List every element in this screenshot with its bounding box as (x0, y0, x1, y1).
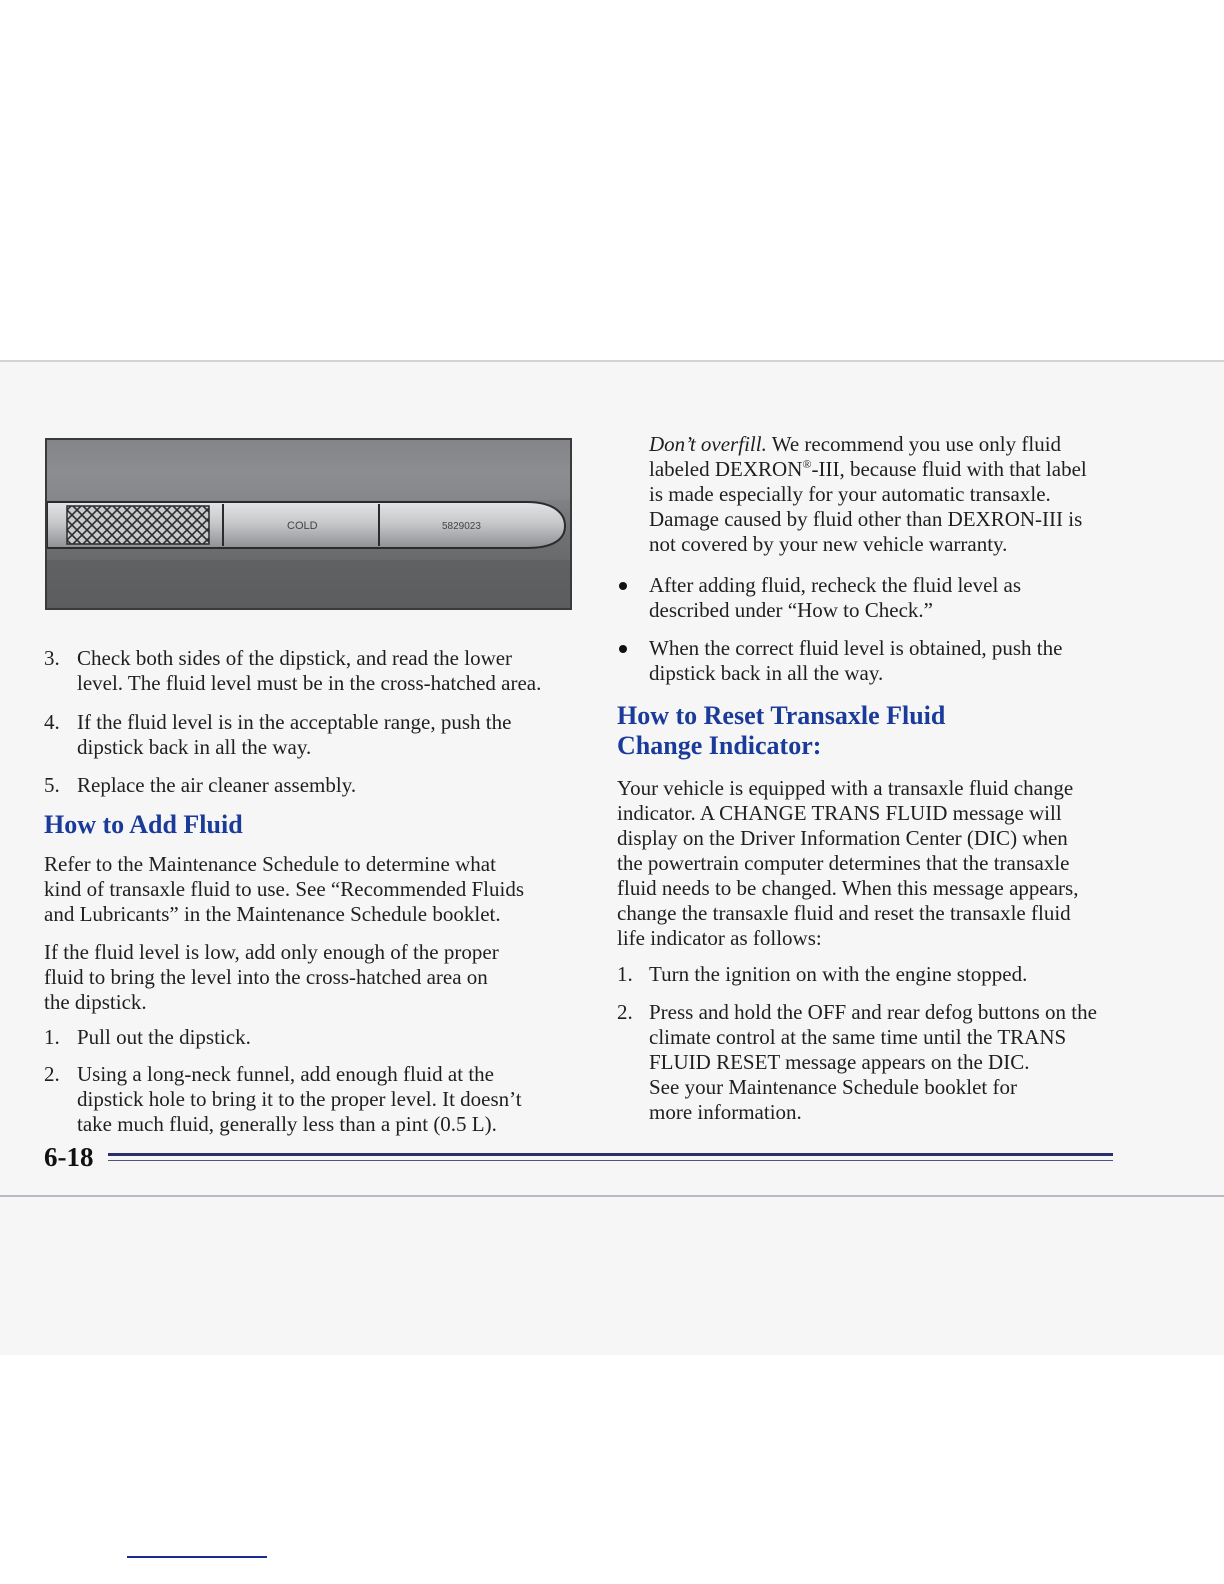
paragraph-dont-overfill (649, 432, 1159, 557)
paragraph-line: fluid needs to be changed. When this message appears, (617, 876, 1079, 900)
bullet-text-line: After adding fluid, recheck the fluid level as (649, 573, 1022, 597)
part-number: 5829023 (442, 521, 481, 532)
heading-reset-indicator (617, 701, 945, 761)
paragraph-line: If the fluid level is low, add only enough of the proper (44, 940, 499, 964)
paragraph-line (649, 457, 1159, 482)
step-text-line: Press and hold the OFF and rear defog buttons on the (649, 1000, 1097, 1024)
paragraph-line: not covered by your new vehicle warranty. (649, 532, 1008, 556)
paragraph-line: and Lubricants” in the Maintenance Schedule booklet. (44, 902, 501, 926)
bullet-icon (619, 582, 627, 590)
step-text-line: more information. (649, 1100, 802, 1124)
bullet-text-line: described under “How to Check.” (649, 598, 933, 622)
step-text-line: dipstick hole to bring it to the proper level. It doesn’t (77, 1087, 522, 1111)
paragraph-line: change the transaxle fluid and reset the transaxle fluid (617, 901, 1071, 925)
bottom-mark (127, 1556, 267, 1558)
paragraph-line: the dipstick. (44, 990, 147, 1014)
page-top-edge (0, 360, 1224, 362)
step-text-line: take much fluid, generally less than a pint (0.5 L). (77, 1112, 497, 1136)
paragraph-line: Refer to the Maintenance Schedule to determine what (44, 852, 496, 876)
paragraph-reset-intro (617, 776, 1157, 951)
step-text-line: Pull out the dipstick. (77, 1025, 251, 1049)
paragraph-text: We recommend you use only fluid (766, 432, 1062, 456)
step-text-line: Check both sides of the dipstick, and read the lower (77, 646, 513, 670)
paragraph-line: fluid to bring the level into the cross-hatched area on (44, 965, 488, 989)
step-text-line: Turn the ignition on with the engine stopped. (649, 962, 1028, 986)
paragraph-text: labeled DEXRON (649, 457, 803, 481)
heading-line: How to Reset Transaxle Fluid (617, 701, 946, 730)
paragraph-line (649, 432, 1159, 457)
step-number: 5. (44, 773, 60, 797)
dipstick-illustration (45, 438, 572, 610)
paragraph-line: is made especially for your automatic transaxle. (649, 482, 1051, 506)
step-number: 3. (44, 646, 60, 670)
step-number: 4. (44, 710, 60, 734)
step-text-line: climate control at the same time until the TRANS (649, 1025, 1067, 1049)
background-shade (47, 440, 570, 500)
step-text-line: level. The fluid level must be in the cross-hatched area. (77, 671, 542, 695)
page-number: 6-18 (44, 1142, 94, 1172)
paragraph-fluid-low (44, 940, 584, 1015)
lower-shade (47, 560, 570, 608)
step-text-line: Replace the air cleaner assembly. (77, 773, 357, 797)
step-text-line: FLUID RESET message appears on the DIC. (649, 1050, 1030, 1074)
footer-rule-thin (108, 1160, 1113, 1161)
step-number: 1. (44, 1025, 60, 1049)
dipstick-drawing (47, 440, 570, 608)
heading-line: Change Indicator: (617, 731, 822, 760)
paragraph-text: -III, because fluid with that label (811, 457, 1087, 481)
paragraph-line: the powertrain computer determines that the transaxle (617, 851, 1070, 875)
paragraph-add-fluid-intro (44, 852, 584, 927)
footer-rule (108, 1153, 1113, 1156)
paragraph-line: Damage caused by fluid other than DEXRON-III is (649, 507, 1083, 531)
step-number: 2. (44, 1062, 60, 1086)
step-number: 1. (617, 962, 633, 986)
step-text-line: See your Maintenance Schedule booklet for (649, 1075, 1017, 1099)
paragraph-line: indicator. A CHANGE TRANS FLUID message will (617, 801, 1062, 825)
paragraph-line: kind of transaxle fluid to use. See “Recommended Fluids (44, 877, 524, 901)
bullet-icon (619, 645, 627, 653)
cold-label: COLD (287, 520, 318, 532)
cross-hatched-area (67, 506, 209, 544)
manual-page (0, 360, 1224, 1355)
heading-how-to-add-fluid: How to Add Fluid (44, 810, 243, 839)
bullet-text-line: dipstick back in all the way. (649, 661, 884, 685)
step-number: 2. (617, 1000, 633, 1024)
page-bottom-edge (0, 1195, 1224, 1197)
step-text-line: If the fluid level is in the acceptable range, push the (77, 710, 512, 734)
step-text-line: Using a long-neck funnel, add enough fluid at the (77, 1062, 494, 1086)
step-text-line: dipstick back in all the way. (77, 735, 312, 759)
paragraph-line: Your vehicle is equipped with a transaxle fluid change (617, 776, 1074, 800)
paragraph-line: display on the Driver Information Center (DIC) when (617, 826, 1068, 850)
emphasis-dont-overfill: Don’t overfill. (649, 432, 767, 456)
registered-mark: ® (802, 457, 812, 471)
paragraph-line: life indicator as follows: (617, 926, 822, 950)
bullet-text-line: When the correct fluid level is obtained, push the (649, 636, 1063, 660)
